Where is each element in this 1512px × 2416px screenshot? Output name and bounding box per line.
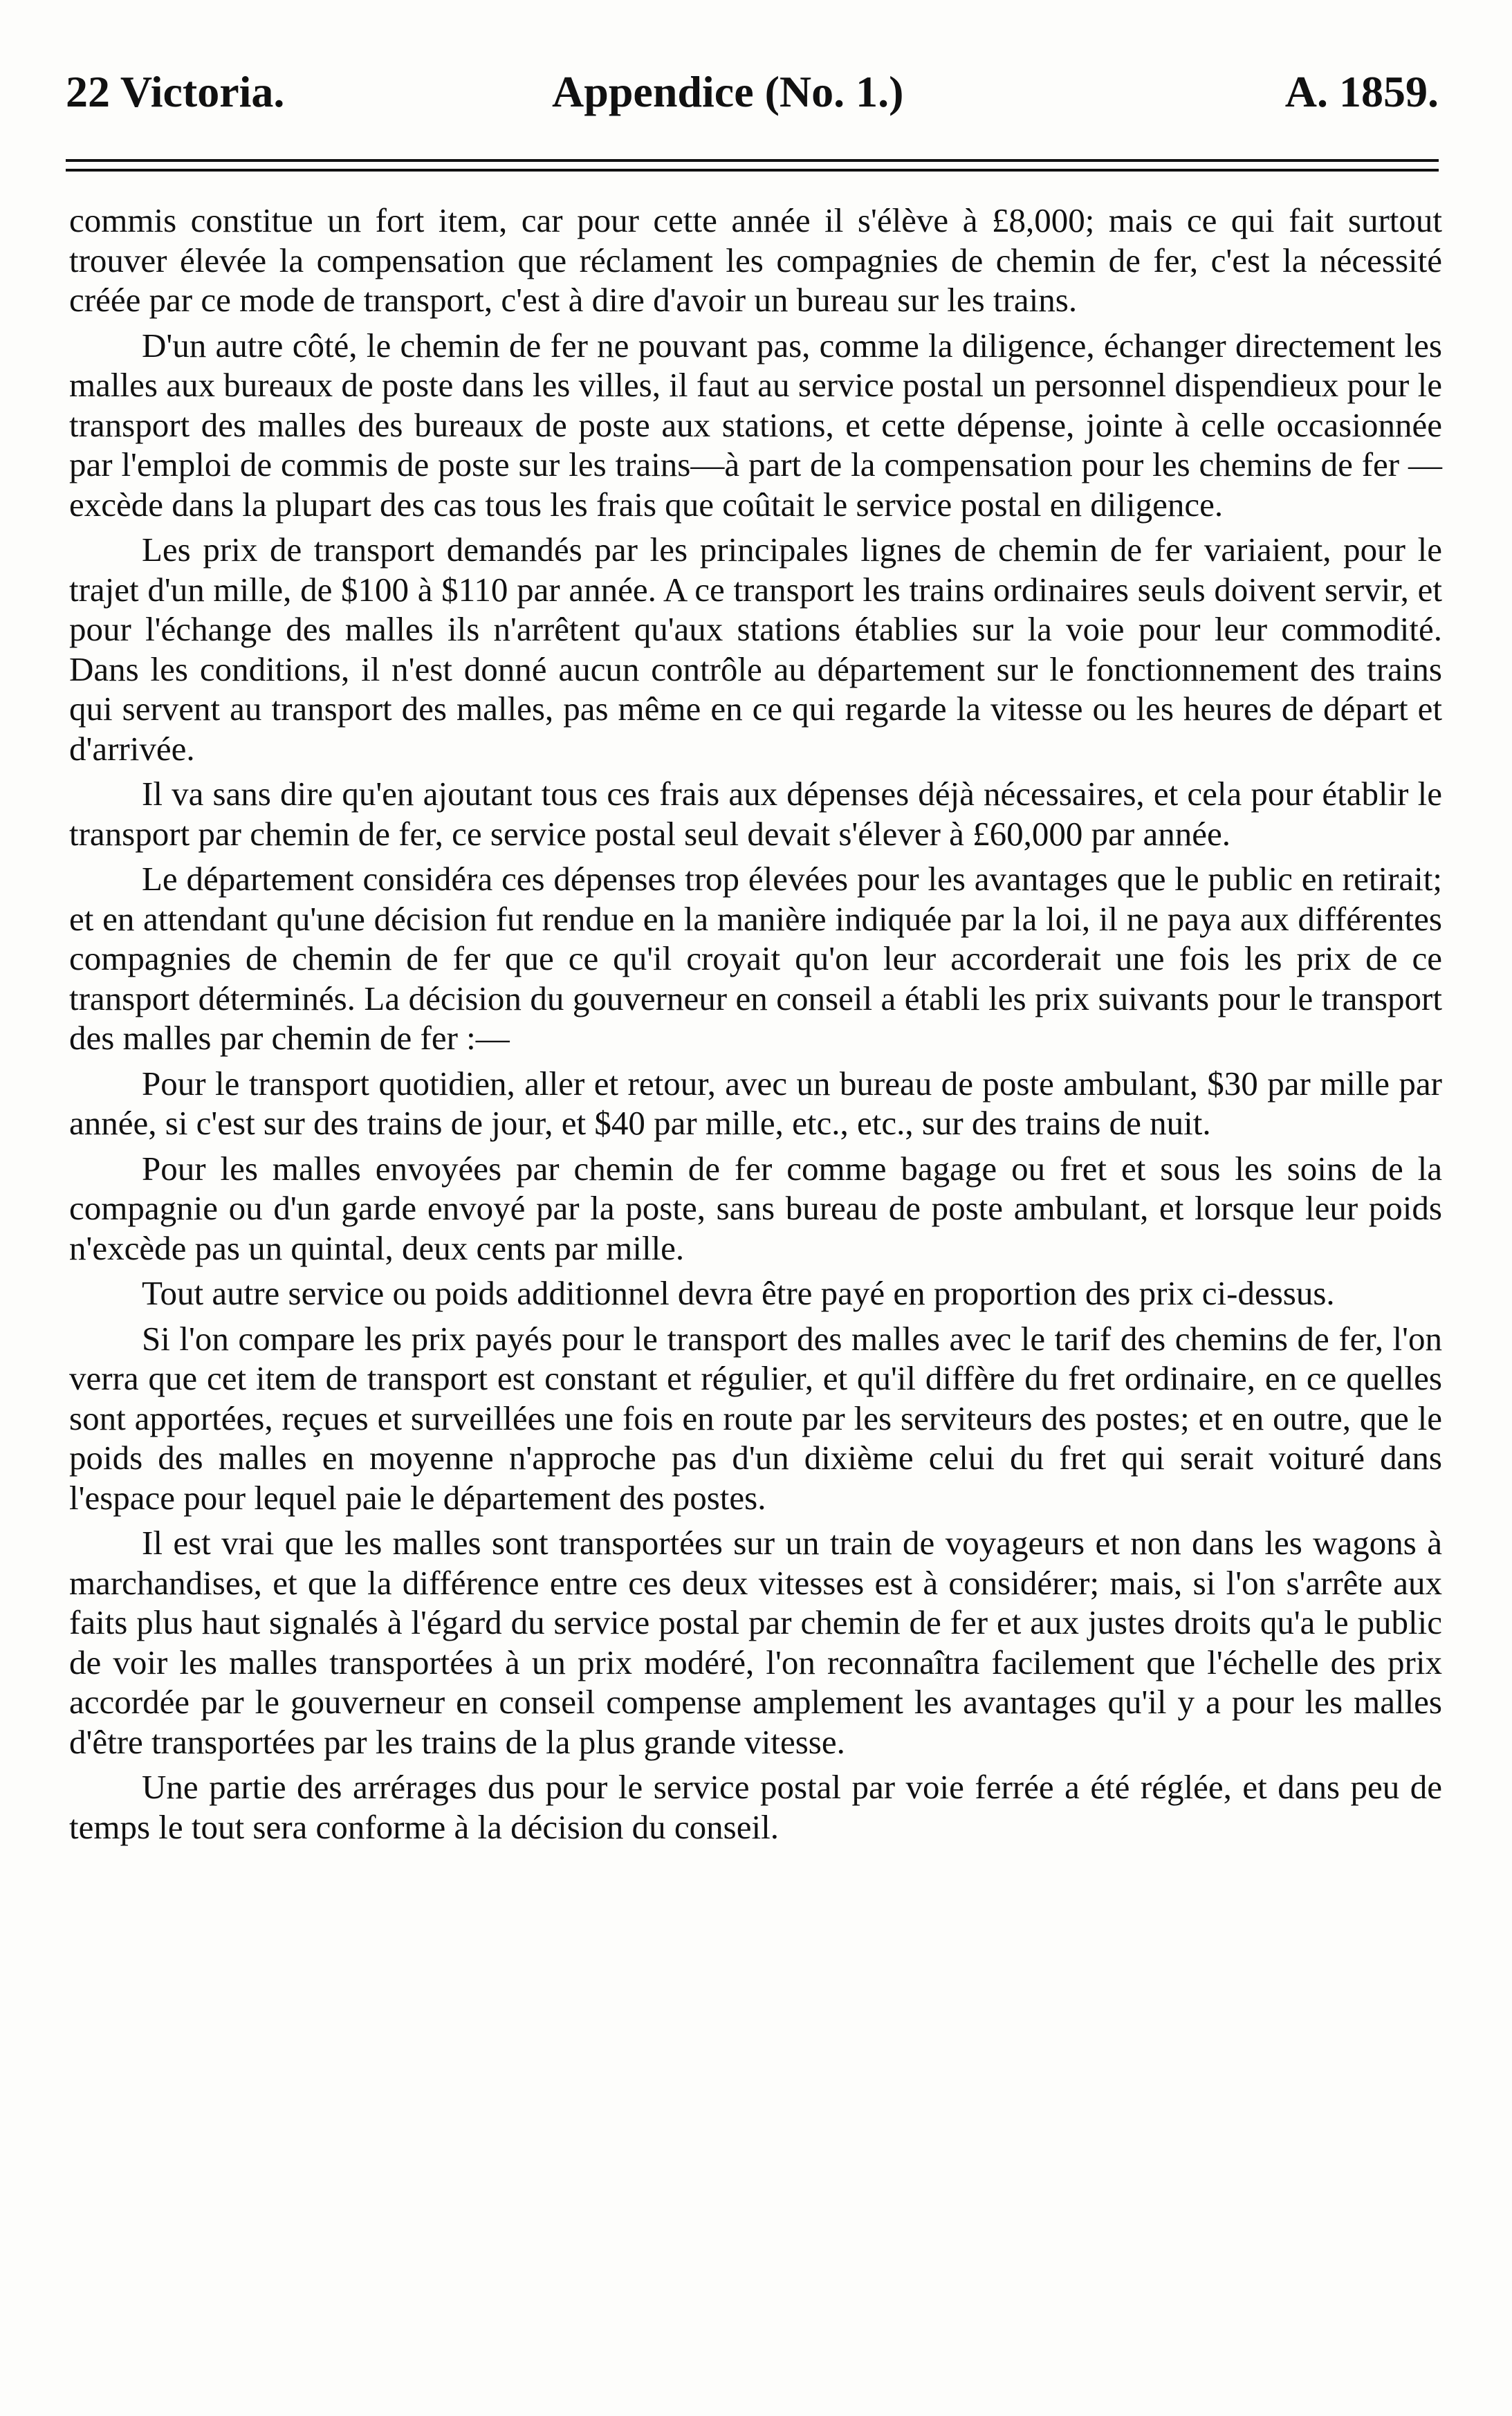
header-rule-top xyxy=(66,159,1439,162)
header-session: 22 Victoria. xyxy=(66,67,285,116)
body-text xyxy=(69,201,1442,1852)
paragraph-6: Pour le transport quotidien, aller et retour, avec un bureau de poste ambulant, $30 par mille par année, si c'est sur des trains de jour, et $40 par mille, etc., etc., sur des trains de nuit. xyxy=(69,1064,1442,1142)
paragraph-10: Il est vrai que les malles sont transportées sur un train de voyageurs et non dans les wagons à marchandises, et que la différence entre ces deux vitesses est à considérer; mais, si l'on s'arrête aux faits plus haut signalés à l'égard du service postal par chemin de fer et aux justes droits qu'a le public de voir les malles transportées à un prix modéré, l'on reconnaîtra facilement que l'échelle des prix accordée par le gouverneur en conseil compense amplement les avantages qu'il y a pour les malles d'être transportées par les trains de la plus grande vitesse. xyxy=(69,1524,1442,1761)
paragraph-7: Pour les malles envoyées par chemin de fer comme bagage ou fret et sous les soins de la compagnie ou d'un garde envoyé par la poste, sans bureau de poste ambulant, et lorsque leur poids n'excède pas un quintal, deux cents par mille. xyxy=(69,1149,1442,1267)
paragraph-3: Les prix de transport demandés par les principales lignes de chemin de fer variaient, pour le trajet d'un mille, de $100 à $110 par année. A ce transport les trains ordinaires seuls doivent servir, et pour l'échange des malles ils n'arrêtent qu'aux stations établies sur la voie pour leur commodité. Dans les conditions, il n'est donné aucun contrôle au département sur le fonctionnement des trains qui servent au transport des malles, pas même en ce qui regarde la vitesse ou les heures de départ et d'arrivée. xyxy=(69,531,1442,768)
paragraph-8: Tout autre service ou poids additionnel devra être payé en proportion des prix ci-dessus. xyxy=(142,1274,1335,1312)
header-year: A. 1859. xyxy=(1284,67,1439,116)
paragraph-1: commis constitue un fort item, car pour cette année il s'élève à £8,000; mais ce qui fait surtout trouver élevée la compensation que réclament les compagnies de chemin de fer, c'est la nécessité créée par ce mode de transport, c'est à dire d'avoir un bureau sur les trains. xyxy=(69,201,1442,319)
paragraph-4: Il va sans dire qu'en ajoutant tous ces frais aux dépenses déjà nécessaires, et cela pour établir le transport par chemin de fer, ce service postal seul devait s'élever à £60,000 par année. xyxy=(69,775,1442,853)
header-rule-bottom xyxy=(66,169,1439,172)
paragraph-5: Le département considéra ces dépenses trop élevées pour les avantages que le public en retirait; et en attendant qu'une décision fut rendue en la manière indiquée par la loi, il ne paya aux différentes compagnies de chemin de fer que ce qu'il croyait qu'on leur accorderait une fois les prix de ce transport déterminés. La décision du gouverneur en conseil a établi les prix suivants pour le transport des malles par chemin de fer :— xyxy=(69,860,1442,1057)
page-header xyxy=(66,61,1439,123)
header-appendix-title: Appendice (No. 1.) xyxy=(552,67,904,116)
paragraph-11: Une partie des arrérages dus pour le service postal par voie ferrée a été réglée, et dans peu de temps le tout sera conforme à la décision du conseil. xyxy=(69,1768,1442,1846)
paragraph-2: D'un autre côté, le chemin de fer ne pouvant pas, comme la diligence, échanger directement les malles aux bureaux de poste dans les villes, il faut au service postal un personnel dispendieux pour le transport des malles des bureaux de poste aux stations, et cette dépense, jointe à celle occasionnée par l'emploi de commis de poste sur les trains—à part de la compensation pour les chemins de fer — excède dans la plupart des cas tous les frais que coûtait le service postal en diligence. xyxy=(69,326,1442,524)
paragraph-9: Si l'on compare les prix payés pour le transport des malles avec le tarif des chemins de fer, l'on verra que cet item de transport est constant et régulier, et qu'il diffère du fret ordinaire, en ce quelles sont apportées, reçues et surveillées une fois en route par les serviteurs des postes; et en outre, que le poids des malles en moyenne n'approche pas d'un dixième celui du fret qui serait voituré dans l'espace pour lequel paie le département des postes. xyxy=(69,1319,1442,1517)
